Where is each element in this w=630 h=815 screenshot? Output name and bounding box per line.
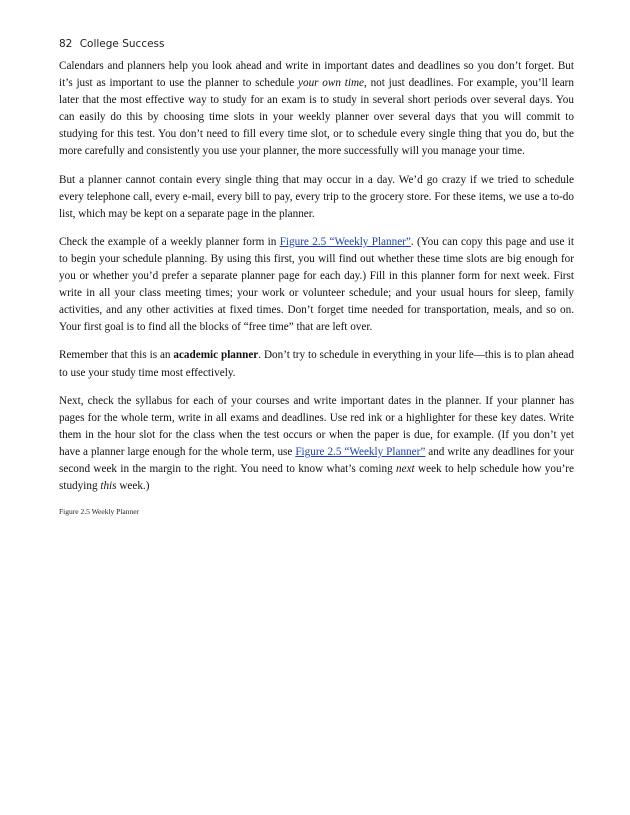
page-number: 82 [59, 38, 73, 50]
paragraph-text: Next, check the syllabus for each of your courses and write important dates in the planner. If your planner has pages for the whole term, write in all exams and deadlines. Use red ink or a highlighter for these key dates. Write them in the hour slot for the class when the test occurs or when the paper is due, for example. (If you don’t yet have a planner large enough for the whole term, use [59, 394, 574, 458]
paragraph-planner-purpose [59, 58, 574, 161]
paragraph-text: and write any deadlines for your second week in the margin to the right. You need to know what’s coming [59, 445, 574, 475]
paragraph-text: week to help schedule how you’re studying [59, 462, 574, 493]
paragraph-todo-list: But a planner cannot contain every single thing that may occur in a day. We’d go crazy if we tried to schedule every telephone call, every e-mail, every bill to pay, every trip to the grocery store. For these items, we use a to-do list, which may be kept on a separate page in the planner. [59, 173, 574, 220]
bold-term: academic planner [173, 349, 259, 362]
emphasis-text: your own time [298, 77, 364, 90]
running-header [59, 38, 165, 50]
paragraph-text: Check the example of a weekly planner form in [59, 235, 280, 248]
body-text [59, 58, 574, 506]
book-title: College Success [79, 38, 165, 50]
paragraph-text: Calendars and planners help you look ahead and write in important dates and deadlines so you don’t forget. But it’s just as important to use the planner to schedule [59, 60, 574, 90]
paragraph-text: , not just deadlines. For example, you’ll learn later that the most effective way to study for an exam is to study in several short periods over several days. You can easily do this by choosing time slots in your weekly planner over several days that you will commit to studying for this test. You don’t need to fill every time slot, or to schedule every single thing that you do, but the more carefully and consistently you use your planner, the more successfully will you manage your time. [59, 77, 574, 158]
paragraph-text: . Don’t try to schedule in everything in your life—this is to plan ahead to use your study time most effectively. [59, 349, 574, 379]
figure-caption: Figure 2.5 Weekly Planner [59, 507, 140, 516]
paragraph-text: Remember that this is an [59, 349, 174, 362]
emphasis-text: this [100, 480, 117, 493]
paragraph-text: . (You can copy this page and use it to begin your schedule planning. By using this first, you will find out whether these time slots are big enough for you or whether you’d prefer a separate planner page for each day.) Fill in this planner form for next week. First write in all your class meeting times; your work or volunteer schedule; and your usual hours for sleep, family activities, and any other activities at fixed times. Don’t forget time needed for transportation, meals, and so on. Your first goal is to find all the blocks of “free time” that are left over. [59, 235, 574, 334]
paragraph-syllabus-dates [59, 393, 574, 496]
paragraph-weekly-planner [59, 234, 574, 337]
figure-link[interactable]: Figure 2.5 “Weekly Planner” [295, 445, 426, 458]
paragraph-academic-planner [59, 347, 574, 381]
paragraph-text: week.) [116, 480, 150, 493]
emphasis-text: next [396, 462, 415, 475]
figure-link[interactable]: Figure 2.5 “Weekly Planner” [279, 235, 411, 248]
